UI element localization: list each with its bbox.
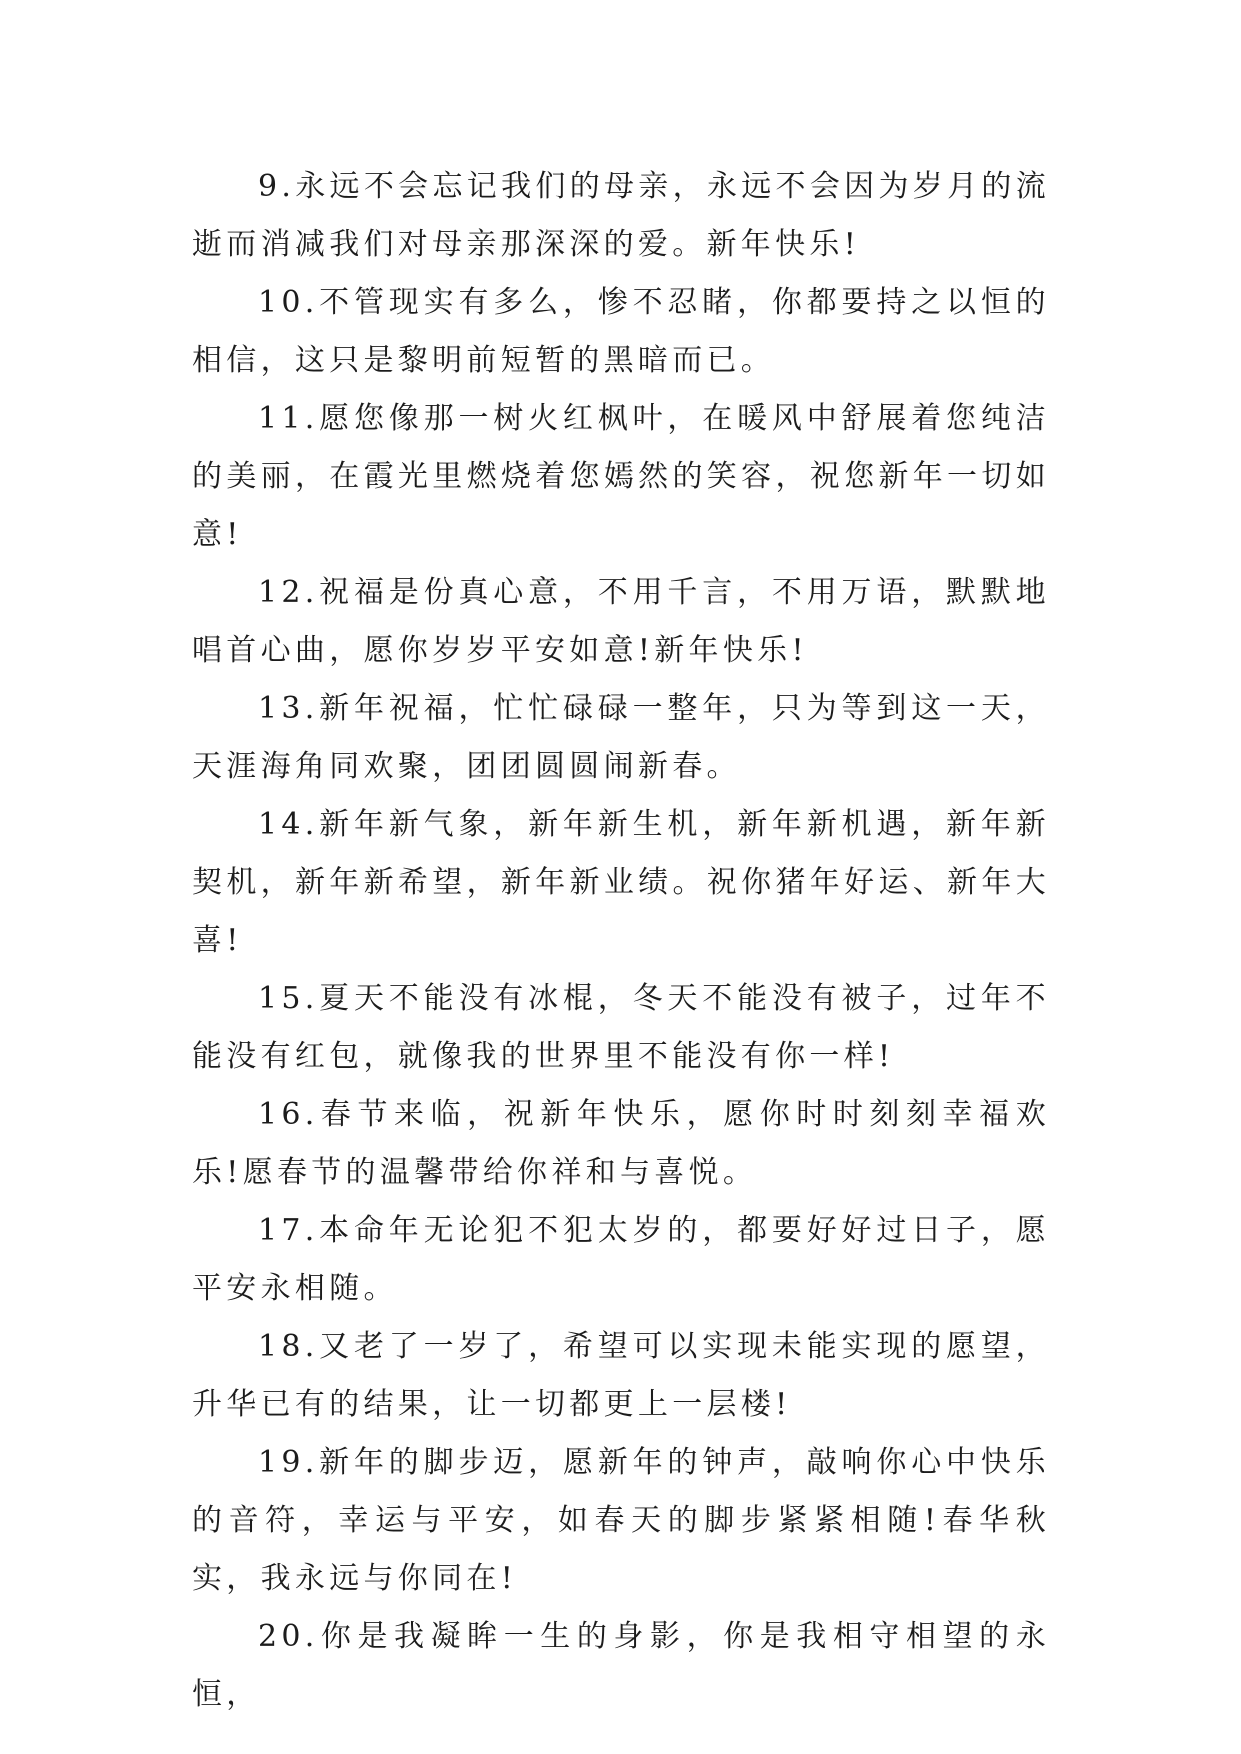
paragraph-10: 10.不管现实有多么，惨不忍睹，你都要持之以恒的相信，这只是黎明前短暂的黑暗而已。 — [192, 285, 1050, 378]
paragraph-13: 13.新年祝福，忙忙碌碌一整年，只为等到这一天，天涯海角同欢聚，团团圆圆闹新春。 — [192, 691, 1050, 784]
paragraph-18: 18.又老了一岁了，希望可以实现未能实现的愿望，升华已有的结果，让一切都更上一层楼! — [192, 1329, 1050, 1422]
paragraph-14: 14.新年新气象，新年新生机，新年新机遇，新年新契机，新年新希望，新年新业绩。祝你猪年好运、新年大喜! — [192, 807, 1050, 958]
paragraph-16: 16.春节来临，祝新年快乐，愿你时时刻刻幸福欢乐!愿春节的温馨带给你祥和与喜悦。 — [192, 1097, 1050, 1190]
paragraph-15: 15.夏天不能没有冰棍，冬天不能没有被子，过年不能没有红包，就像我的世界里不能没有你一样! — [192, 981, 1050, 1074]
paragraph-9: 9.永远不会忘记我们的母亲，永远不会因为岁月的流逝而消减我们对母亲那深深的爱。新年快乐! — [192, 169, 1050, 262]
paragraph-12: 12.祝福是份真心意，不用千言，不用万语，默默地唱首心曲，愿你岁岁平安如意!新年快乐! — [192, 575, 1050, 668]
document-body — [192, 158, 1050, 1724]
paragraph-19: 19.新年的脚步迈，愿新年的钟声，敲响你心中快乐的音符，幸运与平安，如春天的脚步紧紧相随!春华秋实，我永远与你同在! — [192, 1445, 1050, 1596]
paragraph-11: 11.愿您像那一树火红枫叶，在暖风中舒展着您纯洁的美丽，在霞光里燃烧着您嫣然的笑容，祝您新年一切如意! — [192, 401, 1050, 552]
paragraph-17: 17.本命年无论犯不犯太岁的，都要好好过日子，愿平安永相随。 — [192, 1213, 1050, 1306]
paragraph-20: 20.你是我凝眸一生的身影，你是我相守相望的永恒， — [192, 1619, 1050, 1712]
